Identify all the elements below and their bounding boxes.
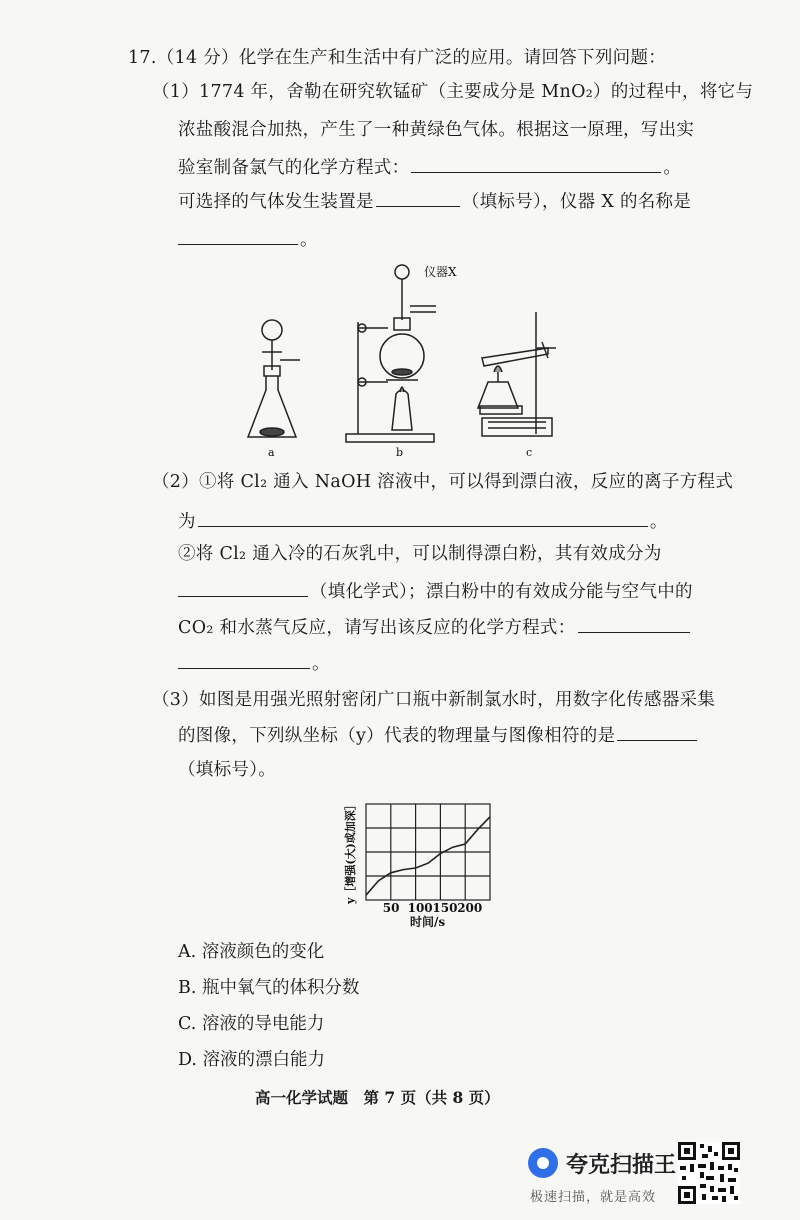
p2-line2-end: 。 bbox=[649, 512, 668, 532]
p2-line2-text: 为 bbox=[178, 512, 196, 532]
graph-x-label: 时间/s bbox=[410, 915, 446, 929]
answer-blank-equation[interactable] bbox=[411, 154, 661, 173]
graph-x-tick-100: 100 bbox=[407, 901, 433, 915]
graph-x-tick-200: 200 bbox=[457, 901, 483, 915]
p1-line2: 浓盐酸混合加热，产生了一种黄绿色气体。根据这一原理，写出实 bbox=[178, 120, 695, 140]
answer-blank-chem-equation[interactable] bbox=[578, 614, 690, 633]
answer-blank-formula[interactable] bbox=[178, 578, 308, 597]
scanner-logo-icon bbox=[528, 1148, 558, 1178]
apparatus-b bbox=[346, 265, 436, 442]
p3-line2 bbox=[178, 722, 699, 748]
instrument-x-label: 仪器X bbox=[424, 265, 457, 279]
option-d[interactable]: D. 溶液的漂白能力 bbox=[178, 1050, 326, 1070]
p2-line1: （2）①将 Cl₂ 通入 NaOH 溶液中，可以得到漂白液，反应的离子方程式 bbox=[152, 472, 734, 492]
answer-blank-chem-equation-cont[interactable] bbox=[178, 650, 310, 669]
graph-x-tick-50: 50 bbox=[382, 901, 400, 915]
scanner-title: 夸克扫描王 bbox=[566, 1153, 677, 1178]
p1-line4 bbox=[178, 188, 691, 214]
apparatus-label-c: c bbox=[526, 446, 533, 459]
p1-line5-end: 。 bbox=[300, 230, 318, 250]
p3-line1: （3）如图是用强光照射密闭广口瓶中新制氯水时，用数字化传感器采集 bbox=[152, 690, 716, 710]
p2-line3: ②将 Cl₂ 通入冷的石灰乳中，可以制得漂白粉，其有效成分为 bbox=[178, 544, 662, 564]
answer-blank-instrument[interactable] bbox=[178, 226, 298, 245]
graph-x-ticks bbox=[383, 901, 482, 915]
apparatus-c bbox=[478, 312, 556, 436]
page-footer: 高一化学试题 第 7 页（共 8 页） bbox=[255, 1088, 500, 1107]
p1-line3-text: 验室制备氯气的化学方程式： bbox=[178, 158, 410, 178]
sensor-graph bbox=[330, 796, 510, 932]
p1-line5 bbox=[178, 226, 318, 252]
apparatus-a bbox=[248, 320, 300, 437]
qr-code-icon bbox=[678, 1142, 740, 1204]
p3-line3: （填标号）。 bbox=[178, 760, 277, 780]
p2-line6 bbox=[178, 650, 330, 676]
p2-line5-text: CO₂ 和水蒸气反应，请写出该反应的化学方程式： bbox=[178, 618, 576, 638]
apparatus-label-b: b bbox=[396, 446, 404, 459]
apparatus-label-a: a bbox=[268, 446, 275, 459]
p1-line4-tail: （填标号），仪器 X 的名称是 bbox=[461, 192, 692, 212]
answer-blank-device[interactable] bbox=[376, 188, 460, 207]
p2-line5 bbox=[178, 614, 692, 640]
p2-line2 bbox=[178, 508, 668, 534]
p1-line1: （1）1774 年，舍勒在研究软锰矿（主要成分是 MnO₂）的过程中，将它与 bbox=[152, 82, 754, 102]
question-header: 17.（14 分）化学在生产和生活中有广泛的应用。请回答下列问题： bbox=[128, 48, 667, 68]
option-c[interactable]: C. 溶液的导电能力 bbox=[178, 1014, 325, 1034]
p1-line3 bbox=[178, 154, 681, 180]
p2-line4-text: （填化学式）；漂白粉中的有效成分能与空气中的 bbox=[310, 582, 693, 602]
option-b[interactable]: B. 瓶中氧气的体积分数 bbox=[178, 978, 360, 998]
p1-line4-text: 可选择的气体发生装置是 bbox=[178, 192, 374, 212]
graph-y-label: y［增强(大)或加深］ bbox=[344, 799, 357, 904]
scanner-slogan: 极速扫描，就是高效 bbox=[530, 1190, 657, 1205]
apparatus-figure bbox=[236, 262, 576, 462]
p2-line6-end: 。 bbox=[312, 654, 330, 674]
graph-x-tick-150: 150 bbox=[432, 901, 458, 915]
graph-grid bbox=[366, 804, 490, 900]
p3-line2-text: 的图像，下列纵坐标（y）代表的物理量与图像相符的是 bbox=[178, 726, 616, 746]
option-a[interactable]: A. 溶液颜色的变化 bbox=[178, 942, 325, 962]
p2-line4 bbox=[178, 578, 693, 604]
answer-blank-ionic-equation[interactable] bbox=[198, 508, 648, 527]
answer-blank-option[interactable] bbox=[617, 722, 697, 741]
p1-line3-end: 。 bbox=[663, 158, 682, 178]
